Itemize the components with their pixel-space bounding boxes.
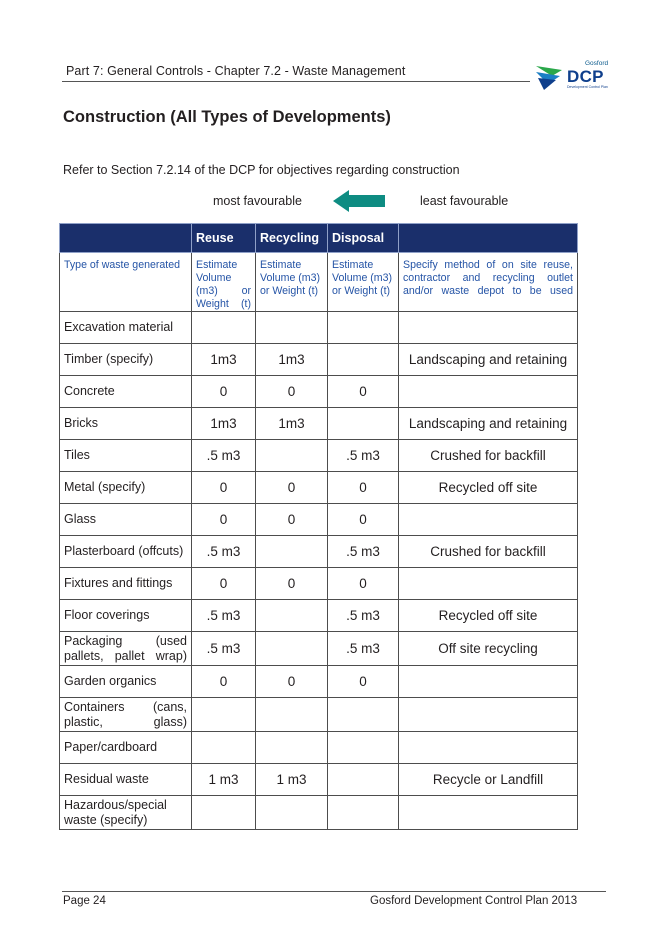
table-row xyxy=(60,408,578,440)
page-number: Page 24 xyxy=(63,895,106,907)
material-cell: Residual waste xyxy=(60,764,192,796)
reuse-cell xyxy=(192,312,256,344)
disposal-cell: .5 m3 xyxy=(328,536,399,568)
material-cell: Containers (cans, plastic, glass) xyxy=(60,698,192,732)
header-recycling: Recycling xyxy=(256,224,328,253)
header-divider xyxy=(62,81,530,82)
reuse-cell: 0 xyxy=(192,472,256,504)
table-row xyxy=(60,504,578,536)
method-cell: Recycled off site xyxy=(399,472,578,504)
table-row xyxy=(60,796,578,830)
material-cell: Bricks xyxy=(60,408,192,440)
method-cell xyxy=(399,698,578,732)
logo-gosford-text: Gosford xyxy=(585,60,609,67)
recycling-cell xyxy=(256,632,328,666)
method-cell: Off site recycling xyxy=(399,632,578,666)
reuse-cell xyxy=(192,732,256,764)
table-row xyxy=(60,666,578,698)
disposal-cell: .5 m3 xyxy=(328,440,399,472)
table-row xyxy=(60,440,578,472)
table-row xyxy=(60,732,578,764)
recycling-cell: 1m3 xyxy=(256,344,328,376)
footer-divider xyxy=(62,891,606,892)
method-cell xyxy=(399,312,578,344)
disposal-cell xyxy=(328,796,399,830)
table-row xyxy=(60,568,578,600)
header-disposal: Disposal xyxy=(328,224,399,253)
recycling-cell: 0 xyxy=(256,376,328,408)
recycling-cell xyxy=(256,796,328,830)
material-cell: Plasterboard (offcuts) xyxy=(60,536,192,568)
reuse-cell: 1 m3 xyxy=(192,764,256,796)
subheader-recycling-estimate: Estimate Volume (m3) or Weight (t) xyxy=(256,253,328,312)
material-cell: Floor coverings xyxy=(60,600,192,632)
material-cell: Glass xyxy=(60,504,192,536)
method-cell xyxy=(399,568,578,600)
footer-plan-title: Gosford Development Control Plan 2013 xyxy=(370,895,578,907)
table-header-row xyxy=(60,224,578,253)
reuse-cell: 1m3 xyxy=(192,344,256,376)
intro-text: Refer to Section 7.2.14 of the DCP for objectives regarding construction xyxy=(63,163,460,177)
recycling-cell xyxy=(256,698,328,732)
table-row xyxy=(60,536,578,568)
disposal-cell: .5 m3 xyxy=(328,600,399,632)
most-favourable-label: most favourable xyxy=(213,194,302,208)
header-method-blank xyxy=(399,224,578,253)
recycling-cell: 1m3 xyxy=(256,408,328,440)
reuse-cell: 1m3 xyxy=(192,408,256,440)
disposal-cell xyxy=(328,344,399,376)
method-cell xyxy=(399,732,578,764)
material-cell: Excavation material xyxy=(60,312,192,344)
reuse-cell: .5 m3 xyxy=(192,632,256,666)
subheader-method: Specify method of on site reuse, contractor and recycling outlet and/or waste depot to be used xyxy=(399,253,578,312)
disposal-cell xyxy=(328,698,399,732)
disposal-cell: 0 xyxy=(328,472,399,504)
table-row xyxy=(60,344,578,376)
material-cell: Metal (specify) xyxy=(60,472,192,504)
reuse-cell: .5 m3 xyxy=(192,440,256,472)
recycling-cell: 0 xyxy=(256,472,328,504)
reuse-cell xyxy=(192,796,256,830)
table-row xyxy=(60,632,578,666)
method-cell: Recycled off site xyxy=(399,600,578,632)
subheader-waste-type: Type of waste generated xyxy=(60,253,192,312)
disposal-cell: 0 xyxy=(328,666,399,698)
left-arrow-icon xyxy=(333,190,385,212)
disposal-cell xyxy=(328,732,399,764)
header-title: Part 7: General Controls - Chapter 7.2 - Waste Management xyxy=(66,64,406,78)
table-row xyxy=(60,600,578,632)
logo-tagline: Development Control Plan xyxy=(567,85,608,89)
recycling-cell: 1 m3 xyxy=(256,764,328,796)
material-cell: Packaging (used pallets, pallet wrap) xyxy=(60,632,192,666)
reuse-cell: 0 xyxy=(192,666,256,698)
disposal-cell xyxy=(328,312,399,344)
table-row xyxy=(60,312,578,344)
disposal-cell: 0 xyxy=(328,504,399,536)
table-row xyxy=(60,472,578,504)
recycling-cell xyxy=(256,312,328,344)
waste-table xyxy=(59,223,578,830)
method-cell xyxy=(399,666,578,698)
reuse-cell xyxy=(192,698,256,732)
method-cell xyxy=(399,796,578,830)
recycling-cell: 0 xyxy=(256,666,328,698)
disposal-cell xyxy=(328,764,399,796)
page-title: Construction (All Types of Developments) xyxy=(63,108,391,126)
reuse-cell: .5 m3 xyxy=(192,600,256,632)
table-row xyxy=(60,376,578,408)
reuse-cell: 0 xyxy=(192,376,256,408)
material-cell: Garden organics xyxy=(60,666,192,698)
method-cell xyxy=(399,376,578,408)
recycling-cell xyxy=(256,536,328,568)
header-blank xyxy=(60,224,192,253)
header-reuse: Reuse xyxy=(192,224,256,253)
reuse-cell: .5 m3 xyxy=(192,536,256,568)
subheader-reuse-estimate: Estimate Volume (m3) or Weight (t) xyxy=(192,253,256,312)
disposal-cell: 0 xyxy=(328,568,399,600)
disposal-cell: 0 xyxy=(328,376,399,408)
method-cell: Landscaping and retaining xyxy=(399,408,578,440)
recycling-cell xyxy=(256,732,328,764)
method-cell xyxy=(399,504,578,536)
table-subheader-row xyxy=(60,253,578,312)
table-row xyxy=(60,764,578,796)
material-cell: Hazardous/special waste (specify) xyxy=(60,796,192,830)
method-cell: Crushed for backfill xyxy=(399,536,578,568)
table-row xyxy=(60,698,578,732)
recycling-cell xyxy=(256,440,328,472)
recycling-cell: 0 xyxy=(256,504,328,536)
least-favourable-label: least favourable xyxy=(420,194,509,208)
material-cell: Concrete xyxy=(60,376,192,408)
recycling-cell: 0 xyxy=(256,568,328,600)
reuse-cell: 0 xyxy=(192,504,256,536)
logo-dcp-text: DCP xyxy=(567,67,604,86)
material-cell: Timber (specify) xyxy=(60,344,192,376)
recycling-cell xyxy=(256,600,328,632)
material-cell: Fixtures and fittings xyxy=(60,568,192,600)
method-cell: Landscaping and retaining xyxy=(399,344,578,376)
subheader-disposal-estimate: Estimate Volume (m3) or Weight (t) xyxy=(328,253,399,312)
material-cell: Tiles xyxy=(60,440,192,472)
method-cell: Recycle or Landfill xyxy=(399,764,578,796)
reuse-cell: 0 xyxy=(192,568,256,600)
disposal-cell xyxy=(328,408,399,440)
material-cell: Paper/cardboard xyxy=(60,732,192,764)
method-cell: Crushed for backfill xyxy=(399,440,578,472)
disposal-cell: .5 m3 xyxy=(328,632,399,666)
